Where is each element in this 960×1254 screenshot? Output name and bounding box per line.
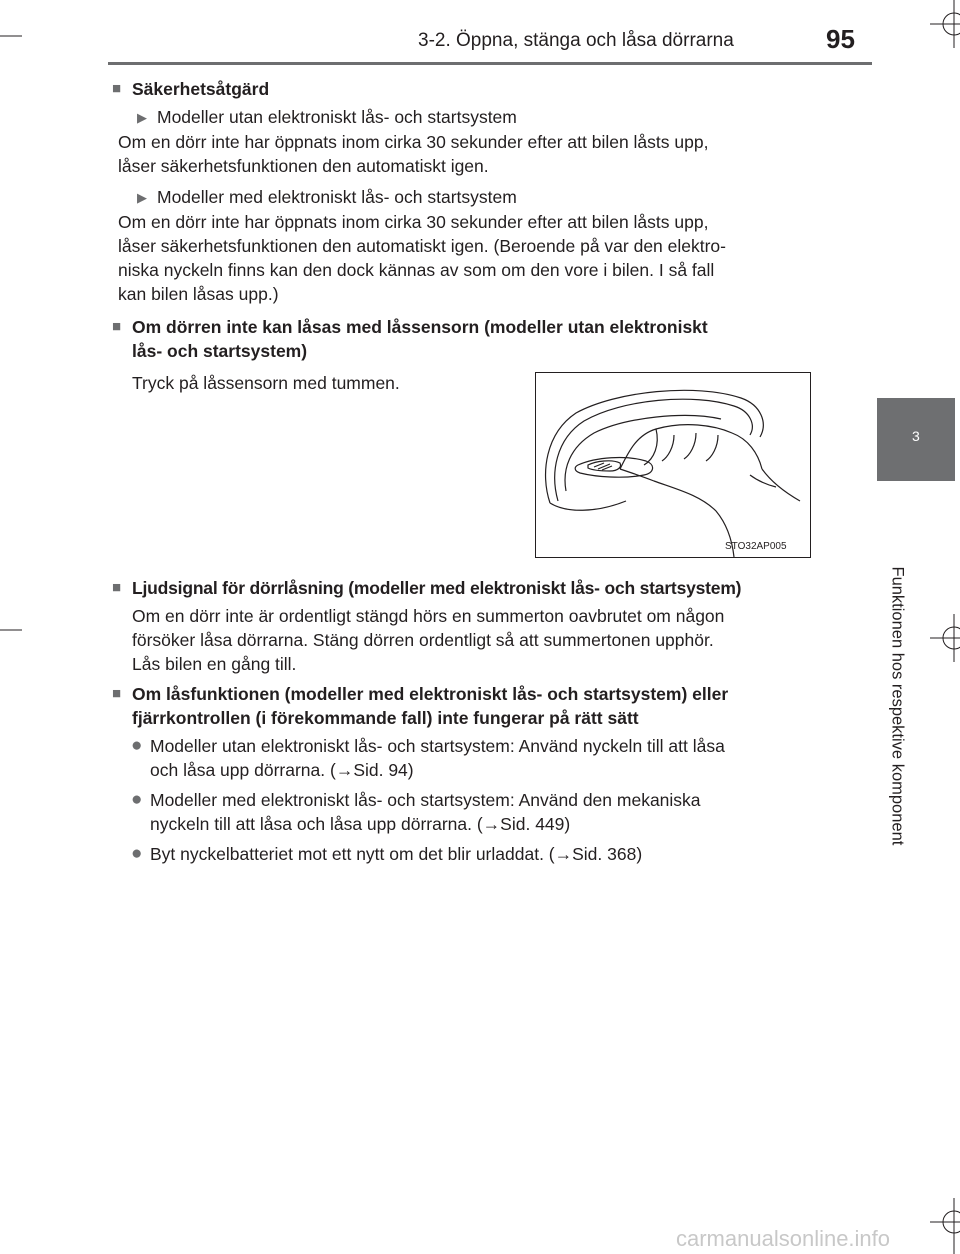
page-ref-link[interactable]: Sid. 368: [572, 844, 637, 864]
section-title: 3-2. Öppna, stänga och låsa dörrarna: [418, 30, 734, 51]
safety-sub1-line1: Om en dörr inte har öppnats inom cirka 30 sekunder efter att bilen låsts upp,: [118, 132, 709, 152]
safety-sub2-line3: niska nyckeln finns kan den dock kännas av som om den vore i bilen. I så fall: [118, 260, 715, 280]
page-ref-link[interactable]: Sid. 94: [353, 760, 408, 780]
safety-sub2-label: Modeller med elektroniskt lås- och startsystem: [157, 187, 517, 207]
triangle-bullet-icon: ▶: [137, 110, 147, 125]
buzzer-line3: Lås bilen en gång till.: [132, 654, 297, 674]
arrow-right-icon: →: [335, 760, 354, 780]
safety-sub1-label: Modeller utan elektroniskt lås- och startsystem: [157, 107, 517, 127]
square-bullet-icon: ■: [112, 685, 122, 702]
sensor-heading-line2: lås- och startsystem): [132, 341, 308, 361]
malfunction-item2-line2: nyckeln till att låsa och låsa upp dörrarna. (→Sid. 449): [150, 814, 571, 834]
triangle-bullet-icon: ▶: [137, 190, 147, 205]
malfunction-item1-line2: och låsa upp dörrarna. (→Sid. 94): [150, 760, 414, 780]
square-bullet-icon: ■: [112, 80, 122, 97]
malfunction-item2-line1: Modeller med elektroniskt lås- och startsystem: Använd den mekaniska: [150, 790, 701, 810]
malfunction-item1-line1: Modeller utan elektroniskt lås- och startsystem: Använd nyckeln till att låsa: [150, 736, 725, 756]
malfunction-item3: Byt nyckelbatteriet mot ett nytt om det blir urladdat. (→Sid. 368): [150, 844, 643, 864]
header-rule: [108, 62, 872, 65]
sensor-body: Tryck på låssensorn med tummen.: [132, 373, 400, 393]
malfunction-heading-line2: fjärrkontrollen (i förekommande fall) inte fungerar på rätt sätt: [132, 708, 639, 728]
dot-bullet-icon: ●: [131, 843, 143, 864]
safety-sub1-line2: låser säkerhetsfunktionen den automatiskt igen.: [118, 156, 489, 176]
door-handle-drawing: [536, 373, 810, 557]
chapter-title: Funktionen hos respektive komponent: [888, 566, 907, 846]
illustration-code: STO32AP005: [725, 541, 787, 552]
safety-sub2-line2: låser säkerhetsfunktionen den automatiskt igen. (Beroende på var den elektro-: [118, 236, 726, 256]
buzzer-line1: Om en dörr inte är ordentligt stängd hörs en summerton oavbrutet om någon: [132, 606, 725, 626]
arrow-right-icon: →: [482, 814, 501, 834]
arrow-right-icon: →: [554, 844, 573, 864]
safety-sub2-line1: Om en dörr inte har öppnats inom cirka 30 sekunder efter att bilen låsts upp,: [118, 212, 709, 232]
square-bullet-icon: ■: [112, 579, 122, 596]
safety-heading: Säkerhetsåtgärd: [132, 79, 270, 99]
dot-bullet-icon: ●: [131, 735, 143, 756]
square-bullet-icon: ■: [112, 318, 122, 335]
buzzer-line2: försöker låsa dörrarna. Stäng dörren ordentligt så att summertonen upphör.: [132, 630, 714, 650]
malfunction-heading-line1: Om låsfunktionen (modeller med elektroniskt lås- och startsystem) eller: [132, 684, 729, 704]
door-handle-illustration: [535, 372, 811, 558]
safety-sub2-line4: kan bilen låsas upp.): [118, 284, 279, 304]
footer-watermark: carmanualsonline.info: [676, 1226, 891, 1251]
buzzer-heading: Ljudsignal för dörrlåsning (modeller med elektroniskt lås- och startsystem): [132, 578, 742, 598]
page-number: 95: [826, 24, 855, 54]
chapter-number: 3: [912, 428, 920, 444]
dot-bullet-icon: ●: [131, 789, 143, 810]
page-ref-link[interactable]: Sid. 449: [500, 814, 565, 834]
sensor-heading-line1: Om dörren inte kan låsas med låssensorn (modeller utan elektroniskt: [132, 317, 708, 337]
